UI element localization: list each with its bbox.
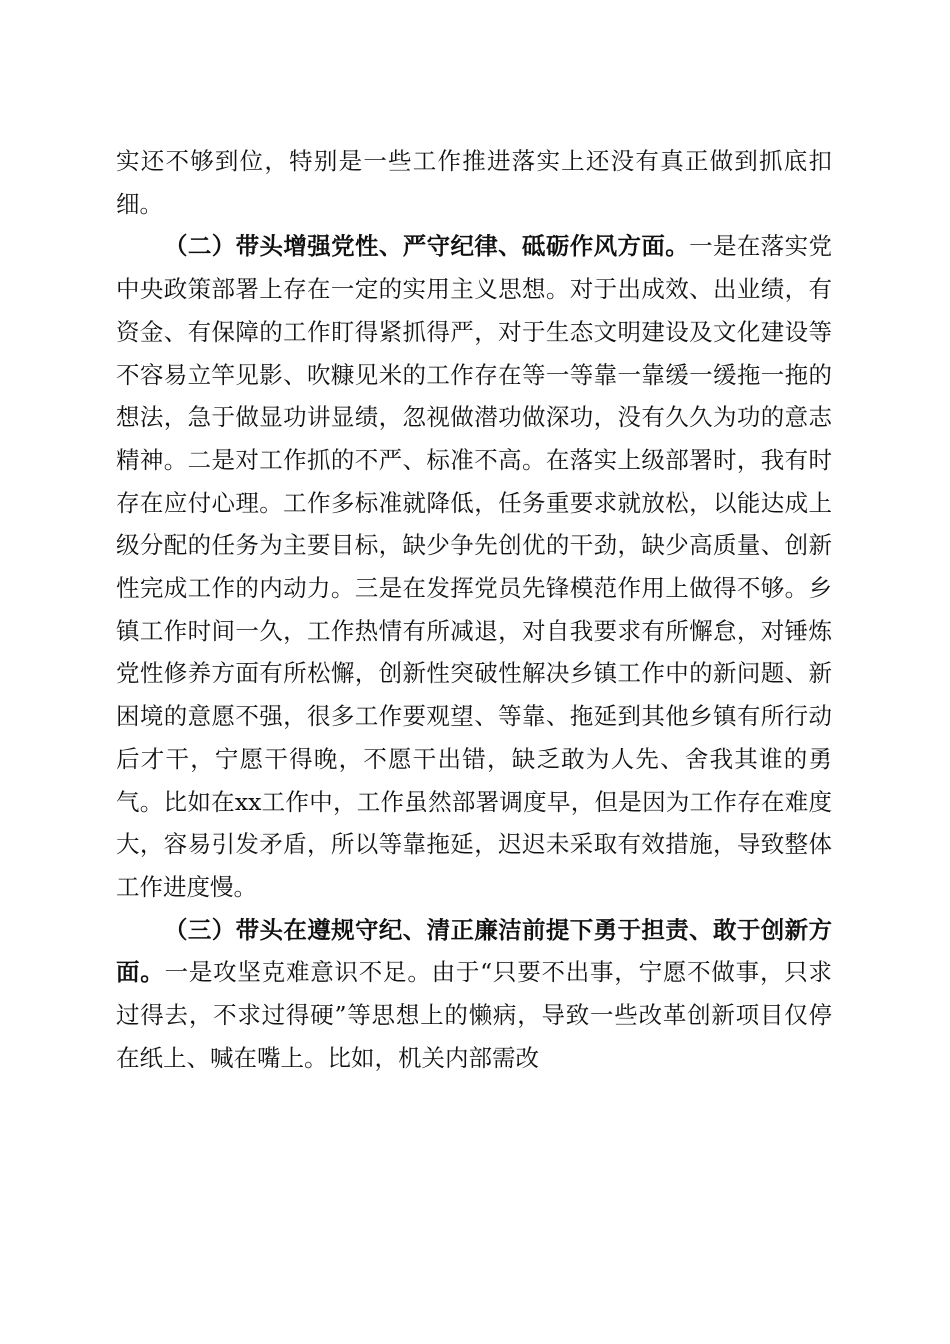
section-heading: （二）带头增强党性、严守纪律、砥砺作风方面。 xyxy=(164,232,690,261)
document-body xyxy=(116,140,832,1079)
paragraph-continuation xyxy=(116,140,832,225)
paragraph-section-3 xyxy=(116,909,832,1080)
paragraph-text: 实还不够到位，特别是一些工作推进落实上还没有真正做到抓底扣细。 xyxy=(116,147,832,218)
paragraph-text: 一是在落实党中央政策部署上存在一定的实用主义思想。对于出成效、出业绩，有资金、有保障的工作盯得紧抓得严，对于生态文明建设及文化建设等不容易立竿见影、吹糠见米的工作存在等一等靠一靠缓一缓拖一拖的想法，急于做显功讲显绩，忽视做潜功做深功，没有久久为功的意志精神。二是对工作抓的不严、标准不高。在落实上级部署时，我有时存在应付心理。工作多标准就降低，任务重要求就放松，以能达成上级分配的任务为主要目标，缺少争先创优的干劲，缺少高质量、创新性完成工作的内动力。三是在发挥党员先锋模范作用上做得不够。乡镇工作时间一久，工作热情有所减退，对自我要求有所懈怠，对锤炼党性修养方面有所松懈，创新性突破性解决乡镇工作中的新问题、新困境的意愿不强，很多工作要观望、等靠、拖延到其他乡镇有所行动后才干，宁愿干得晚，不愿干出错，缺乏敢为人先、舍我其谁的勇气。比如在xx工作中，工作虽然部署调度早，但是因为工作存在难度大，容易引发矛盾，所以等靠拖延，迟迟未采取有效措施，导致整体工作进度慢。 xyxy=(116,232,833,901)
paragraph-section-2 xyxy=(116,225,832,908)
paragraph-text: 一是攻坚克难意识不足。由于“只要不出事，宁愿不做事，只求过得去，不求过得硬”等思想上的懒病，导致一些改革创新项目仅停在纸上、喊在嘴上。比如，机关内部需改 xyxy=(116,958,833,1072)
section-heading: （三）带头在遵规守纪、清正廉洁前提下勇于担责、敢于创新方面。 xyxy=(116,915,832,987)
